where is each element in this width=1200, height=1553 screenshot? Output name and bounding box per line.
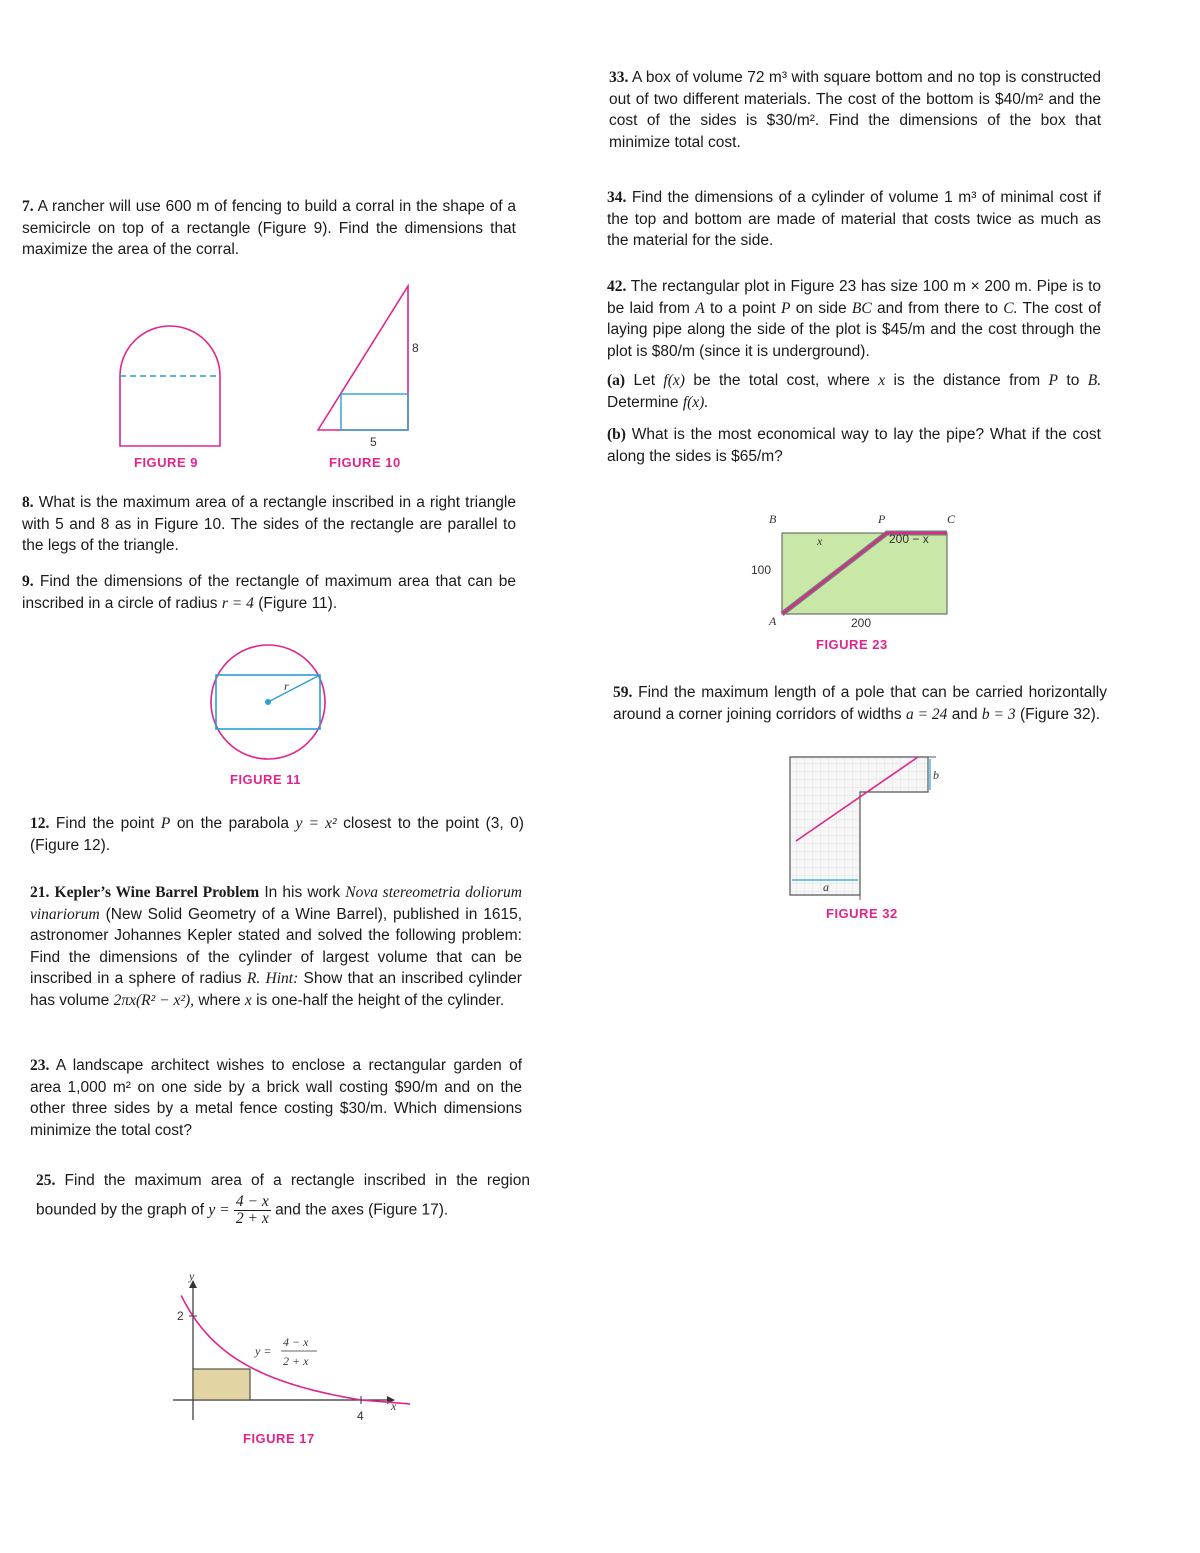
problem-text: What is the maximum area of a rectangle inscribed in a right triangle with 5 and 8 as in Figure 10. The sides of the rectangle are parallel to the legs of the triangle. — [22, 494, 516, 554]
problem-text: be the total cost, where — [693, 372, 870, 389]
figure-17-diagram — [165, 1268, 405, 1428]
problem-number: 7. — [22, 198, 34, 215]
tick-label-4: 4 — [357, 1409, 364, 1423]
problem-text: In his work — [264, 884, 341, 901]
curve-label-den: 2 + x — [283, 1354, 309, 1368]
math-var: P — [780, 299, 791, 317]
problem-number: 9. — [22, 573, 34, 590]
problem-text: and — [951, 705, 978, 723]
figure-11-diagram — [208, 642, 328, 762]
problem-number: 59. — [613, 684, 633, 701]
problem-text: on the parabola — [176, 815, 289, 832]
math-var: P — [1048, 372, 1059, 389]
fraction-numerator: 4 − x — [235, 1193, 269, 1210]
math-var: f(x). — [682, 393, 709, 411]
problem-59 — [613, 682, 1107, 725]
figure-23-label-a: A — [769, 614, 777, 628]
problem-text: The cost of laying pipe along the side of the plot is $45/m and the cost through the plot is $80/m (since it is underground). — [607, 299, 1102, 360]
fraction-denominator: 2 + x — [235, 1210, 269, 1227]
problem-42-part-b — [607, 424, 1101, 467]
math-width-a: a = 24 — [905, 705, 948, 723]
problem-9 — [22, 571, 516, 614]
figure-9-diagram — [110, 318, 230, 450]
axis-label-x: x — [391, 1399, 397, 1413]
problem-text: Determine — [607, 393, 679, 411]
math-var: P — [160, 815, 171, 832]
figure-23-label-200-minus-x: 200 − x — [889, 532, 929, 546]
math-var: R. — [246, 970, 261, 987]
math-var: f(x) — [663, 372, 685, 389]
figure-23-label-p: P — [878, 512, 886, 526]
figure-10-caption: FIGURE 10 — [329, 455, 401, 470]
figure-23-label-b: B — [769, 512, 777, 526]
figure-23-label-c: C — [947, 512, 956, 526]
problem-42 — [607, 276, 1101, 362]
figure-23-caption: FIGURE 23 — [816, 637, 888, 652]
problem-text: (New Solid Geometry of a Wine Barrel), published in 1615, astronomer Johannes Kepler stated and solved the following problem: Find the dimensions of the cylinder of largest volume that can be inscribed in a sphere of radius — [30, 905, 522, 987]
figure-17-caption: FIGURE 17 — [243, 1431, 315, 1446]
problem-text: A box of volume 72 m³ with square bottom and no top is constructed out of two different materials. The cost of the bottom is $40/m² and the cost of the sides is $30/m². Find the dimensions of the box that minimize total cost. — [609, 69, 1101, 151]
problem-text: What is the most economical way to lay the pipe? What if the cost along the sides is $65/m? — [607, 426, 1101, 465]
math-var: C. — [1003, 299, 1018, 317]
problem-33 — [609, 67, 1101, 153]
math-lhs: y = — [208, 1201, 230, 1219]
problem-number: 25. — [36, 1172, 56, 1189]
figure-23-label-200: 200 — [851, 616, 872, 630]
problem-text: and from there to — [877, 299, 998, 317]
problem-number: 21. — [30, 884, 50, 901]
problem-text: The rectangular plot in Figure 23 has size 100 m × 200 m. Pipe is to be laid from — [607, 278, 1101, 317]
part-label: (a) — [607, 372, 626, 389]
problem-42-part-a — [607, 370, 1101, 413]
figure-10-label-5: 5 — [370, 435, 377, 449]
problem-text: (Figure 32). — [1019, 705, 1101, 723]
problem-text: and the axes (Figure 17). — [275, 1201, 449, 1219]
problem-text: (Figure 11). — [258, 594, 338, 612]
figure-32-caption: FIGURE 32 — [826, 906, 898, 921]
hint-label: Hint: — [265, 970, 299, 987]
part-label: (b) — [607, 426, 626, 443]
figure-9-caption: FIGURE 9 — [134, 455, 198, 470]
problem-text: Find the dimensions of a cylinder of volume 1 m³ of minimal cost if the top and bottom are made of material that costs twice as much as the material for the side. — [607, 189, 1101, 249]
figure-23-diagram — [745, 505, 975, 630]
problem-text: Let — [633, 372, 656, 389]
axis-label-y: y — [189, 1269, 195, 1283]
problem-number: 34. — [607, 189, 627, 206]
figure-10-diagram — [310, 280, 430, 449]
math-var: x — [878, 372, 886, 389]
figure-23-label-100: 100 — [751, 563, 772, 577]
problem-title: Kepler’s Wine Barrel Problem — [54, 884, 260, 901]
problem-number: 12. — [30, 815, 50, 832]
math-volume: 2πx(R² − x²), — [113, 991, 195, 1009]
problem-text: A rancher will use 600 m of fencing to build a corral in the shape of a semicircle on top of a rectangle (Figure 9). Find the dimensions that maximize the area of the corral. — [22, 198, 516, 258]
math-fraction — [234, 1194, 271, 1227]
math-parabola: y = x² — [295, 815, 337, 832]
problem-text: is one-half the height of the cylinder. — [256, 991, 505, 1009]
math-var: A — [695, 299, 705, 317]
problem-text: closest to the point (3, 0) (Figure 12). — [30, 815, 524, 854]
problem-text: to a point — [709, 299, 776, 317]
problem-21 — [30, 882, 522, 1011]
work-title: Nova stereometria doliorum vinariorum — [30, 884, 522, 923]
problem-text: Find the point — [55, 815, 155, 832]
problem-23 — [30, 1055, 522, 1141]
math-var: BC — [851, 299, 872, 317]
curve-label-lhs: y = — [255, 1344, 272, 1358]
figure-32-diagram — [788, 755, 948, 900]
curve-label-num: 4 − x — [283, 1335, 309, 1349]
math-var: B. — [1087, 372, 1102, 389]
problem-text: to — [1066, 372, 1080, 389]
problem-7 — [22, 196, 516, 261]
math-var: x — [244, 991, 252, 1009]
figure-23-label-x: x — [817, 534, 823, 548]
figure-11-caption: FIGURE 11 — [230, 772, 301, 787]
problem-text: on side — [795, 299, 847, 317]
problem-25 — [36, 1168, 530, 1227]
math-width-b: b = 3 — [981, 705, 1016, 723]
tick-label-2: 2 — [177, 1309, 184, 1323]
figure-32-label-b: b — [933, 768, 939, 782]
problem-text: Find the dimensions of the rectangle of maximum area that can be inscribed in a circle of radius — [22, 573, 516, 612]
problem-34 — [607, 187, 1101, 252]
problem-text: Find the maximum length of a pole that can be carried horizontally around a corner joining corridors of widths — [613, 684, 1107, 723]
problem-number: 33. — [609, 69, 629, 86]
figure-32-label-a: a — [823, 880, 829, 894]
figure-11-label-r: r — [284, 679, 289, 693]
problem-12 — [30, 813, 524, 856]
figure-10-label-8: 8 — [412, 341, 419, 355]
problem-number: 8. — [22, 494, 34, 511]
problem-text: Find the maximum area of a rectangle inscribed in the region bounded by the graph of — [36, 1172, 530, 1219]
problem-text: A landscape architect wishes to enclose a rectangular garden of area 1,000 m² on one side by a brick wall costing $90/m and on the other three sides by a metal fence costing $30/m. Which dimensions minimize the total cost? — [30, 1057, 522, 1139]
math-radius: r = 4 — [221, 594, 254, 612]
problem-text: where — [198, 991, 241, 1009]
problem-number: 23. — [30, 1057, 50, 1074]
problem-text: Show that an inscribed cylinder has volume — [30, 970, 522, 1009]
problem-number: 42. — [607, 278, 627, 295]
problem-8 — [22, 492, 516, 557]
problem-text: is the distance from — [893, 372, 1041, 389]
